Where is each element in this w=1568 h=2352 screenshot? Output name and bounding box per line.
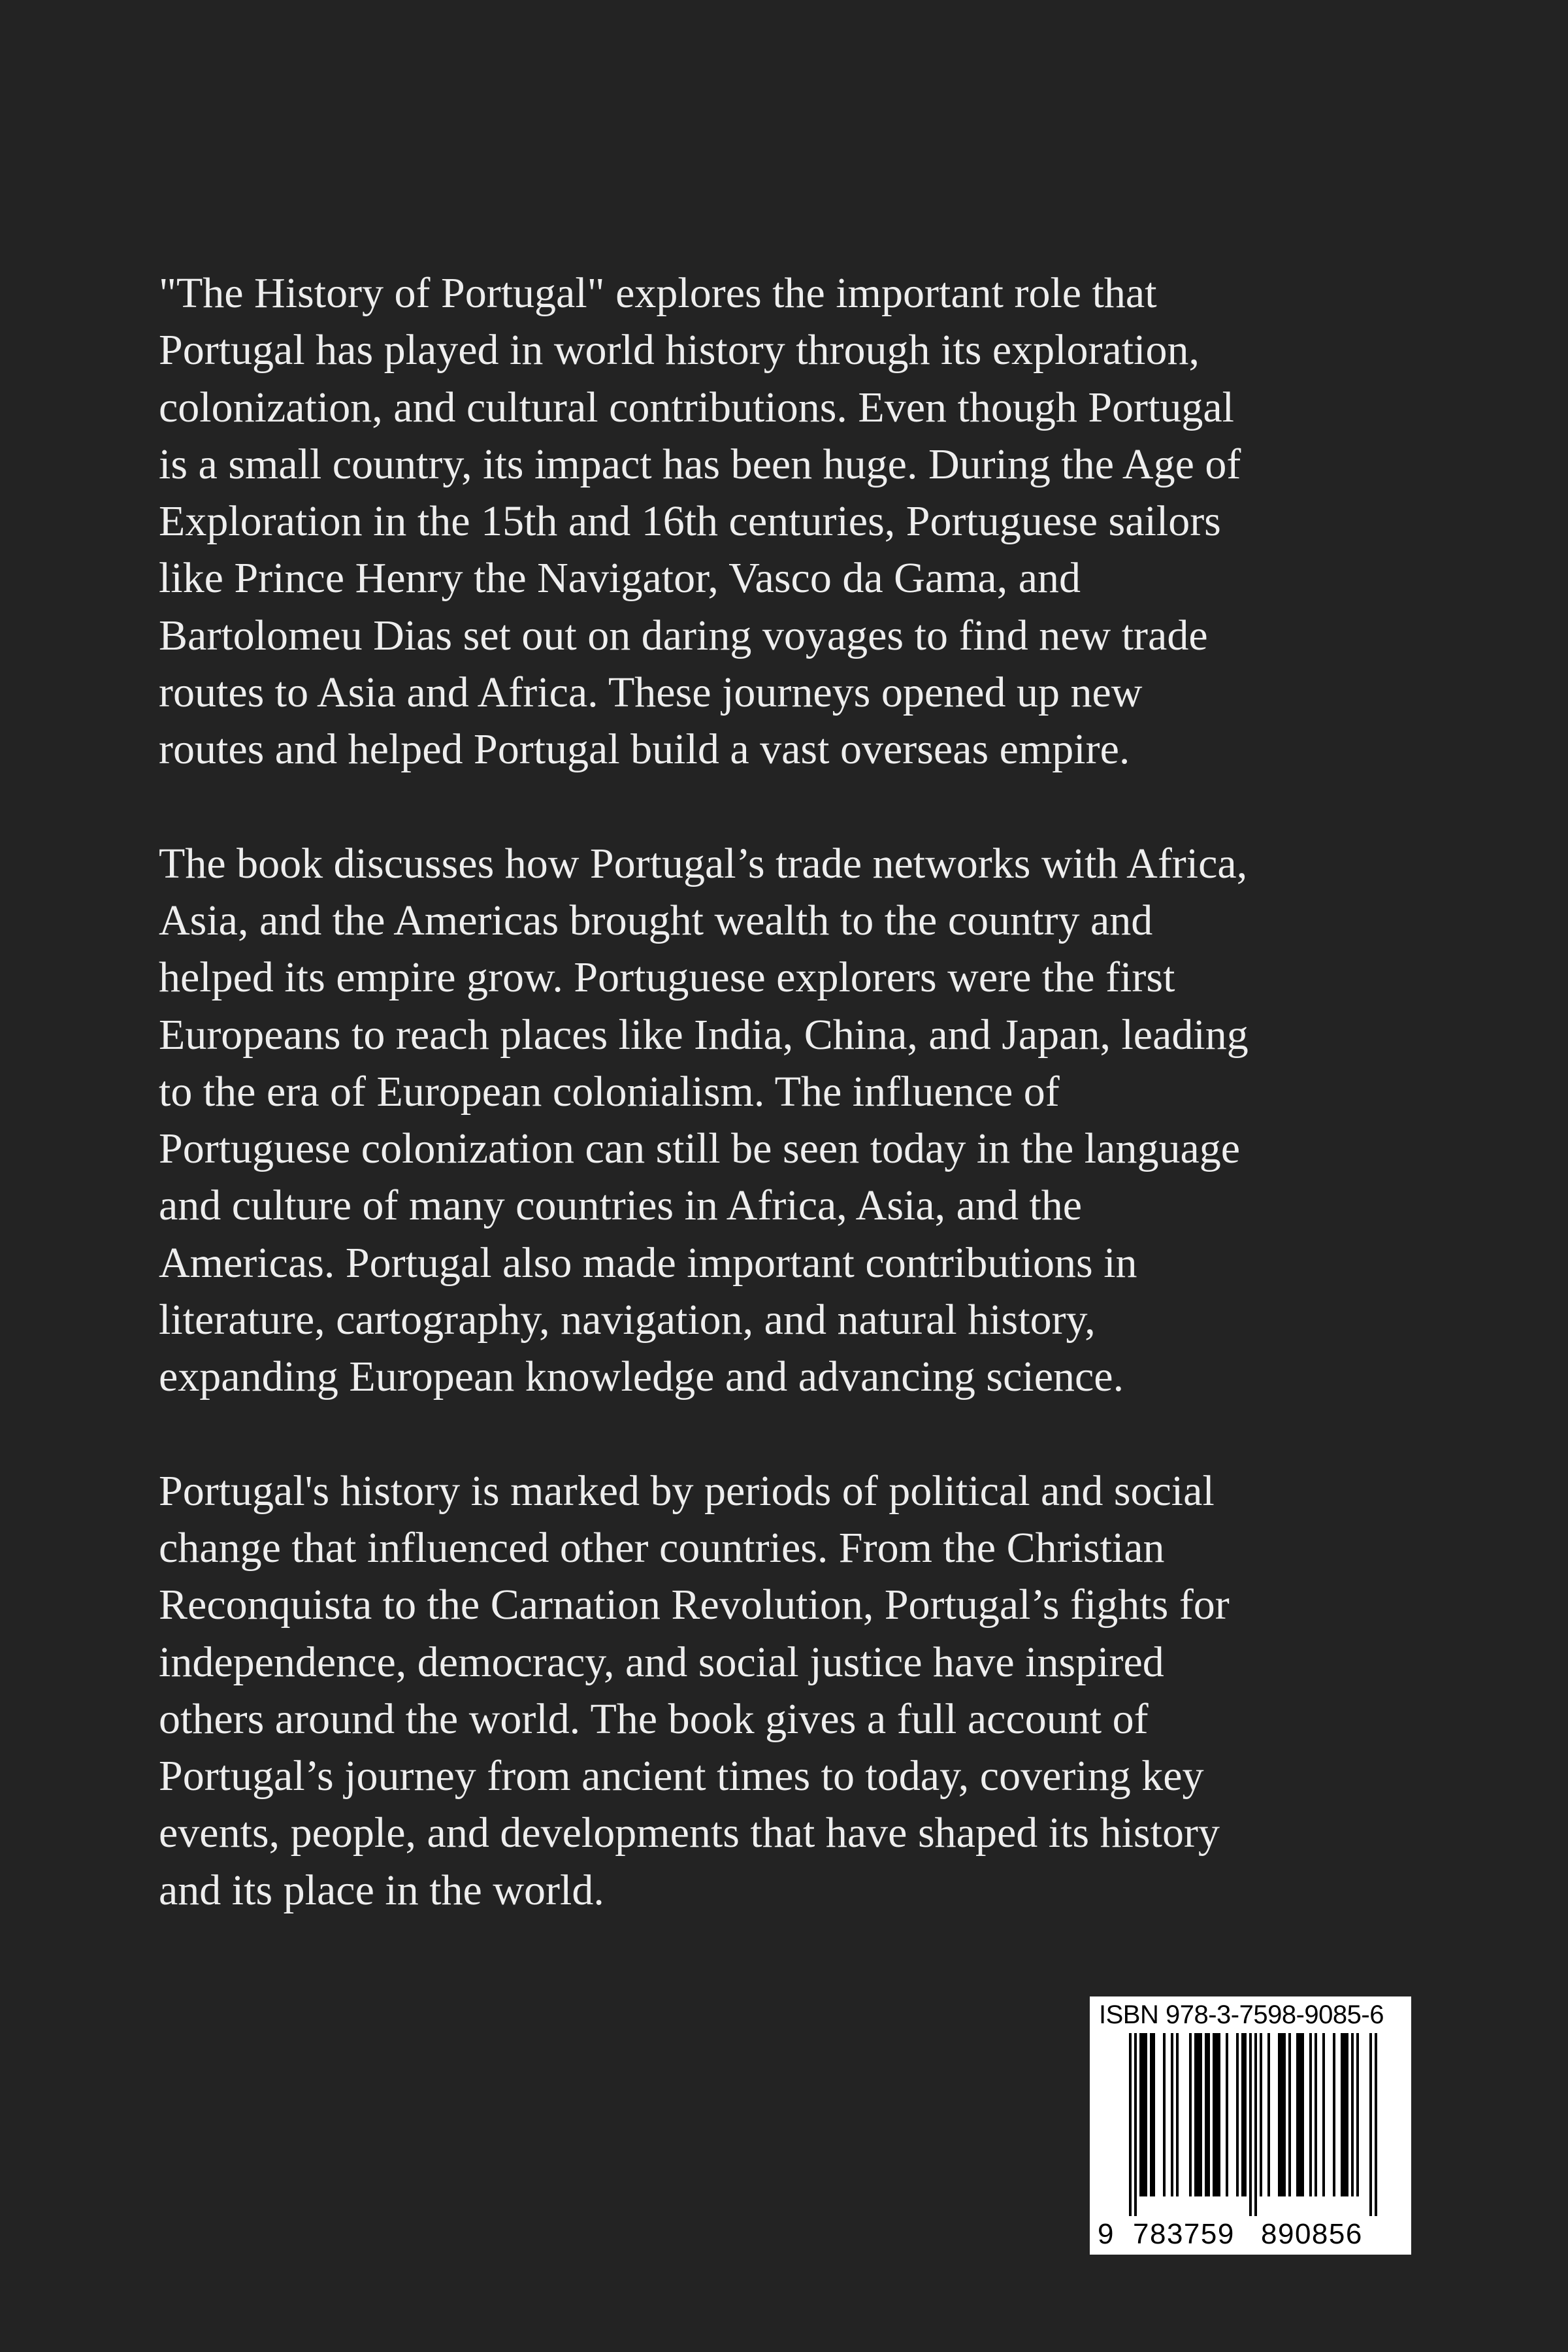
paragraph-line: colonization, and cultural contributions. Even though Portugal: [159, 383, 1235, 431]
paragraph-line: Asia, and the Americas brought wealth to the country and: [159, 896, 1153, 944]
barcode-bar: [1134, 2033, 1137, 2216]
paragraph-line: Bartolomeu Dias set out on daring voyages to find new trade: [159, 611, 1208, 659]
paragraph-line: to the era of European colonialism. The influence of: [159, 1067, 1060, 1116]
barcode-bar: [1296, 2033, 1299, 2196]
paragraph-line: helped its empire grow. Portuguese explorers were the first: [159, 953, 1175, 1002]
paragraph-line: and culture of many countries in Africa, Asia, and the: [159, 1182, 1083, 1230]
barcode-bar: [1260, 2033, 1262, 2196]
paragraph-line: like Prince Henry the Navigator, Vasco da Gama, and: [159, 554, 1081, 603]
barcode-bar: [1351, 2033, 1354, 2196]
barcode-left-digits: 783759: [1133, 2218, 1235, 2250]
barcode-bar: [1176, 2033, 1179, 2196]
barcode-first-digit: 9: [1098, 2218, 1115, 2250]
barcode-bar: [1171, 2033, 1173, 2196]
barcode-bar: [1163, 2033, 1166, 2196]
isbn-barcode: [1090, 1996, 1411, 2255]
barcode-bar: [1299, 2033, 1301, 2196]
paragraph-line: Reconquista to the Carnation Revolution, Portugal’s fights for: [159, 1581, 1230, 1629]
barcode-bar: [1341, 2033, 1343, 2196]
barcode-bar: [1226, 2033, 1228, 2196]
barcode-bar: [1249, 2033, 1252, 2216]
barcode-bar: [1194, 2033, 1197, 2196]
barcode-bar: [1375, 2033, 1377, 2216]
paragraph-line: literature, cartography, navigation, and natural history,: [159, 1296, 1096, 1344]
barcode-bar: [1356, 2033, 1359, 2196]
barcode-bar: [1197, 2033, 1200, 2196]
barcode-bar: [1142, 2033, 1145, 2196]
barcode-bar: [1215, 2033, 1218, 2196]
barcode-bar: [1213, 2033, 1215, 2196]
paragraph-line: Exploration in the 15th and 16th centuries, Portuguese sailors: [159, 497, 1221, 546]
barcode-bar: [1152, 2033, 1155, 2196]
barcode-bar: [1288, 2033, 1291, 2196]
barcode-bar: [1139, 2033, 1142, 2196]
paragraph-line: routes and helped Portugal build a vast overseas empire.: [159, 725, 1130, 774]
barcode-bar: [1301, 2033, 1304, 2196]
barcode-bar: [1150, 2033, 1152, 2196]
barcode-bar: [1343, 2033, 1346, 2196]
paragraph-line: The book discusses how Portugal’s trade networks with Africa,: [159, 839, 1248, 887]
paragraph-1: [159, 265, 1439, 778]
paragraph-line: Portuguese colonization can still be seen today in the language: [159, 1125, 1241, 1173]
barcode-bars: [1099, 2033, 1402, 2223]
barcode-bar: [1346, 2033, 1348, 2196]
barcode-bar: [1281, 2033, 1283, 2196]
barcode-bar: [1254, 2033, 1257, 2216]
paragraph-line: Portugal has played in world history through its exploration,: [159, 326, 1200, 374]
barcode-bar: [1205, 2033, 1207, 2196]
blurb-text: [159, 265, 1439, 1919]
paragraph-line: others around the world. The book gives a full account of: [159, 1695, 1149, 1743]
barcode-bar: [1322, 2033, 1325, 2196]
paragraph-2: [159, 835, 1439, 1406]
barcode-bar: [1200, 2033, 1202, 2196]
paragraph-line: Portugal’s journey from ancient times to today, covering key: [159, 1752, 1204, 1800]
paragraph-line: independence, democracy, and social justice have inspired: [159, 1638, 1164, 1686]
barcode-right-digits: 890856: [1261, 2218, 1363, 2250]
barcode-bar: [1244, 2033, 1247, 2196]
barcode-bar: [1369, 2033, 1372, 2216]
barcode-bar: [1315, 2033, 1317, 2196]
paragraph-3: [159, 1463, 1439, 1919]
barcode-bar: [1207, 2033, 1210, 2196]
paragraph-line: expanding European knowledge and advancing science.: [159, 1353, 1124, 1401]
paragraph-line: change that influenced other countries. From the Christian: [159, 1523, 1165, 1572]
paragraph-line: is a small country, its impact has been huge. During the Age of: [159, 440, 1241, 488]
paragraph-line: and its place in the world.: [159, 1866, 604, 1914]
barcode-bar: [1309, 2033, 1312, 2196]
barcode-bar: [1241, 2033, 1244, 2196]
paragraph-line: Portugal's history is marked by periods of political and social: [159, 1466, 1215, 1515]
barcode-bar: [1278, 2033, 1281, 2196]
paragraph-line: Europeans to reach places like India, China, and Japan, leading: [159, 1010, 1249, 1059]
barcode-bar: [1283, 2033, 1286, 2196]
isbn-label: ISBN 978-3-7598-9085-6: [1099, 2000, 1384, 2029]
barcode-bar: [1333, 2033, 1335, 2196]
paragraph-line: "The History of Portugal" explores the important role that: [159, 269, 1157, 317]
barcode-bar: [1145, 2033, 1147, 2196]
barcode-bar: [1267, 2033, 1270, 2196]
barcode-bar: [1129, 2033, 1132, 2216]
barcode-bar: [1236, 2033, 1239, 2196]
paragraph-line: events, people, and developments that have shaped its history: [159, 1809, 1220, 1857]
barcode-bar: [1189, 2033, 1192, 2196]
paragraph-line: routes to Asia and Africa. These journeys opened up new: [159, 669, 1143, 717]
barcode-bar: [1218, 2033, 1220, 2196]
paragraph-line: Americas. Portugal also made important contributions in: [159, 1238, 1137, 1287]
